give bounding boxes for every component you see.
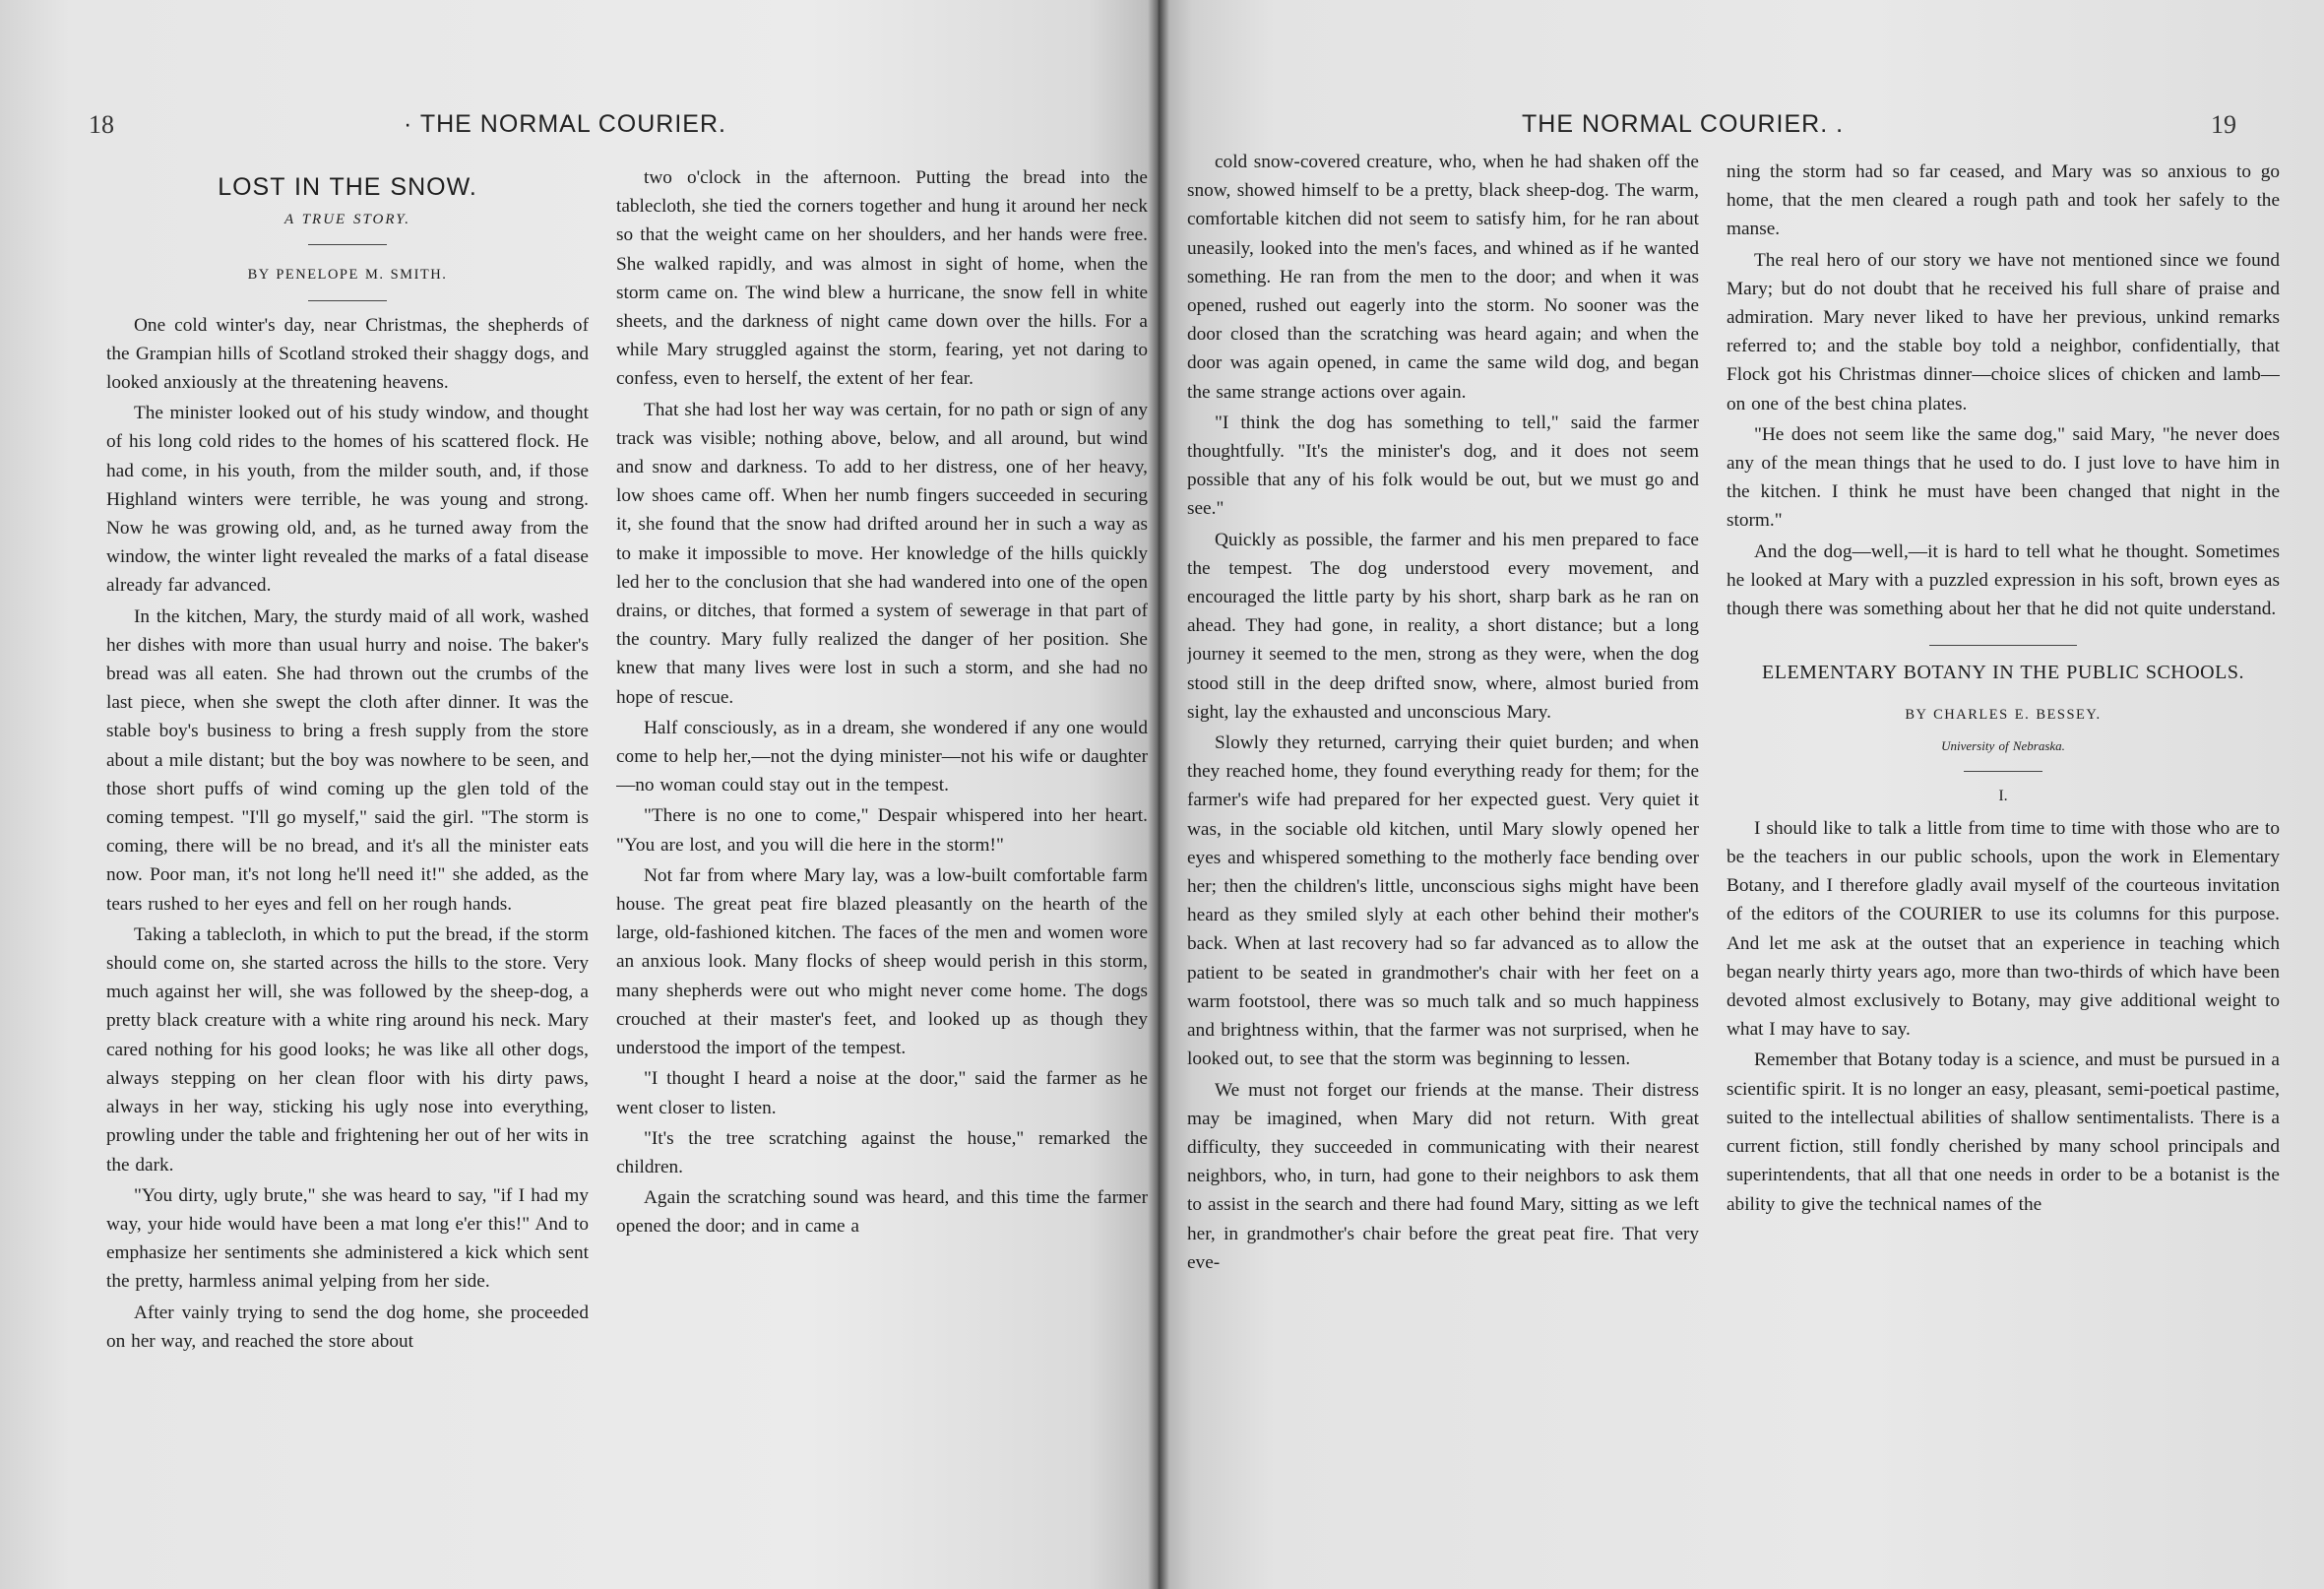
- paragraph: Slowly they returned, carrying their quiet burden; and when they reached home, they found everything ready for them; for the farmer's wife had prepared for her expected guest. Very quiet it was, in the sociable old kitchen, until Mary slowly opened her eyes and whispered something to the motherly face bending over her; then the children's little, unconscious sighs might have been heard as they smiled slyly at each other behind their mother's back. When at last recovery had so far advanced as to allow the patient to be seated in grandmother's chair with her feet on a warm footstool, there was so much talk and so much happiness and brightness within, that the farmer was not surprised, when he looked out, to see that the storm was beginning to lessen.: [1187, 732, 1699, 1070]
- paragraph: And the dog—well,—it is hard to tell what he thought. Sometimes he looked at Mary with a puzzled expression in his soft, brown eyes as though there was something about her that he did not quite understand.: [1727, 540, 2280, 620]
- paragraph: After vainly trying to send the dog home, she proceeded on her way, and reached the store about: [106, 1302, 589, 1352]
- paragraph: Taking a tablecloth, in which to put the bread, if the storm should come on, she started across the hills to the store. Very much against her will, she was followed by the sheep-dog, a pretty black creature with a white ring around his neck. Mary cared nothing for his good looks; he was like all other dogs, always stepping on her clean floor with his dirty paws, always in her way, sticking his ugly nose into everything, prowling under the table and frightening her out of her wits in the dark.: [106, 923, 589, 1176]
- divider: [308, 300, 387, 301]
- paragraph: Half consciously, as in a dream, she wondered if any one would come to help her,—not the dying minister—not his wife or daughter—no woman could stay out in the tempest.: [616, 717, 1148, 796]
- paragraph: We must not forget our friends at the manse. Their distress may be imagined, when Mary did not return. With great difficulty, they succeeded in communicating with their nearest neighbors, who, in turn, had gone to their neighbors to ask them to assist in the search and there had found Mary, sitting as we left her, in grandmother's chair before the great peat fire. That very eve-: [1187, 1079, 1699, 1273]
- article-section-number: I.: [1998, 787, 2008, 804]
- center-left-column: [616, 163, 1148, 1581]
- right-page: [1158, 0, 2324, 1589]
- story-byline: BY PENELOPE M. SMITH.: [247, 267, 448, 284]
- paragraph: "It's the tree scratching against the house," remarked the children.: [616, 1127, 1148, 1177]
- paragraph: "You dirty, ugly brute," she was heard to say, "if I had my way, your hide would have been a mat long e'er this!" And to emphasize her sentiments she administered a kick which sent the pretty, harmless animal yelping from her side.: [106, 1184, 589, 1293]
- paragraph: cold snow-covered creature, who, when he had shaken off the snow, showed himself to be a pretty, black sheep-dog. The warm, comfortable kitchen did not seem to satisfy him, for he ran about uneasily, looked into the men's faces, and whined as if he wanted something. He ran from the men to the door; and when it was opened, rushed out eagerly into the storm. No sooner was the door closed than the scratching was heard again; and when the door was again opened, in came the same wild dog, and began the same strange actions over again.: [1187, 152, 1699, 403]
- divider: [1964, 771, 2042, 772]
- left-page-number: 18: [89, 110, 114, 139]
- story-subtitle: A TRUE STORY.: [284, 212, 410, 228]
- article-title: ELEMENTARY BOTANY IN THE PUBLIC SCHOOLS.: [1762, 662, 2244, 684]
- paragraph: One cold winter's day, near Christmas, the shepherds of the Grampian hills of Scotland stroked their shaggy dogs, and looked anxiously at the threatening heavens.: [106, 314, 589, 394]
- paragraph: I should like to talk a little from time to time with those who are to be the teachers in our public schools, upon the work in Elementary Botany, and I therefore gladly avail myself of the courteous invitation of the editors of the COURIER to use its columns for this purpose. And let me ask at the outset that an experience in teaching which began nearly thirty years ago, more than two-thirds of which have been devoted almost exclusively to Botany, may give additional weight to what I may have to say.: [1727, 817, 2280, 1041]
- paragraph: Quickly as possible, the farmer and his men prepared to face the tempest. The dog understood every movement, and encouraged the little party by his short, sharp bark as he ran on ahead. They had gone, in reality, a short distance; but a long journey it seemed to the men, strong as they were, when the dog stood still in the deep drifted snow, where, almost buried from sight, lay the exhausted and unconscious Mary.: [1187, 529, 1699, 723]
- left-column: [106, 165, 589, 1583]
- paragraph: "I think the dog has something to tell," said the farmer thoughtfully. "It's the minister's dog, and it does not seem possible that any of his folk would be out, but we must go and see.": [1187, 412, 1699, 520]
- left-page: [0, 0, 1158, 1589]
- article-byline: BY CHARLES E. BESSEY.: [1905, 707, 2102, 724]
- paragraph: "There is no one to come," Despair whispered into her heart. "You are lost, and you will die here in the storm!": [616, 805, 1148, 856]
- paragraph: In the kitchen, Mary, the sturdy maid of all work, washed her dishes with more than usual hurry and noise. The baker's bread was all eaten. She had thrown out the crumbs of the last piece, when she swept the cloth after dinner. It was the stable boy's business to bring a fresh supply from the store about a mile distant; but the boy was nowhere to be seen, and those short puffs of wind coming up the glen told of the coming tempest. "I'll go myself," said the girl. "The storm is coming, there will be no bread, and it's all the minister eats now. Poor man, it's not long he'll need it!" she added, as the tears rushed to her eyes and fell on her rough hands.: [106, 605, 589, 915]
- book-gutter: [1148, 0, 1169, 1589]
- divider: [308, 244, 387, 245]
- paragraph: That she had lost her way was certain, for no path or sign of any track was visible; nothing above, below, and all around, but wind and snow and darkness. To add to her distress, one of her heavy, low shoes came off. When her numb fingers succeeded in securing it, she found that the snow had drifted around her in such a way as to make it impossible to move. Her knowledge of the hills quickly led her to the conclusion that she had wandered into one of the open drains, or ditches, that formed a system of sewerage in that part of the country. Mary fully realized the danger of her position. She knew that many lives were lost in such a storm, and she had no hope of rescue.: [616, 399, 1148, 708]
- paragraph: Remember that Botany today is a science, and must be pursued in a scientific spirit. It is no longer an easy, pleasant, semi-poetical pastime, suited to the intellectual abilities of shallow sentimentalists. There is a current fiction, still fondly cherished by many school principals and superintendents, that all that one needs in order to be a botanist is the ability to give the technical names of the: [1727, 1049, 2280, 1215]
- paragraph: The real hero of our story we have not mentioned since we found Mary; but do not doubt that he received his full share of praise and admiration. Mary never liked to have her previous, unkind remarks referred to; and the stable boy told a neighbor, confidentially, that Flock got his Christmas dinner—choice slices of chicken and lamb—on one of the best china plates.: [1727, 249, 2280, 414]
- paragraph: two o'clock in the afternoon. Putting the bread into the tablecloth, she tied the corners together and hung it around her neck so that the weight came on her shoulders, and her hands were free. She walked rapidly, and was almost in sight of home, when the storm came on. The wind blew a hurricane, the snow fell in white sheets, and the darkness of night came down over the hills. For a while Mary struggled against the storm, fearing, yet not daring to confess, even to herself, the extent of her fear.: [616, 167, 1148, 390]
- divider: [1929, 645, 2077, 646]
- center-right-column: [1187, 148, 1699, 1585]
- paragraph: ning the storm had so far ceased, and Mary was so anxious to go home, that the men cleared a rough path and took her safely to the manse.: [1727, 161, 2280, 240]
- paragraph: "He does not seem like the same dog," said Mary, "he never does any of the mean things that he used to do. I just love to have him in the kitchen. I think he must have been changed that night in the storm.": [1727, 423, 2280, 532]
- paragraph: "I thought I heard a noise at the door," said the farmer as he went closer to listen.: [616, 1068, 1148, 1118]
- right-page-number: 19: [2211, 110, 2236, 139]
- paragraph: The minister looked out of his study window, and thought of his long cold rides to the homes of his scattered flock. He had come, in his youth, from the milder south, and, if those Highland winters were terrible, he was young and strong. Now he was growing old, and, as he turned away from the window, the winter light revealed the marks of a fatal disease already far advanced.: [106, 403, 589, 597]
- right-column: [1727, 158, 2280, 1585]
- article-affiliation: University of Nebraska.: [1941, 738, 2065, 754]
- left-running-header: · THE NORMAL COURIER.: [404, 110, 726, 138]
- paragraph: Not far from where Mary lay, was a low-built comfortable farm house. The great peat fire blazed pleasantly on the hearth of the large, old-fashioned kitchen. The faces of the men and women wore an anxious look. Many flocks of sheep would perish in this storm, many shepherds were out who might never come home. The dogs crouched at their master's feet, and looked up as though they understood the import of the tempest.: [616, 864, 1148, 1059]
- right-running-header: THE NORMAL COURIER. .: [1522, 110, 1845, 138]
- paragraph: Again the scratching sound was heard, and this time the farmer opened the door; and in came a: [616, 1187, 1148, 1238]
- story-title: LOST IN THE SNOW.: [218, 173, 477, 201]
